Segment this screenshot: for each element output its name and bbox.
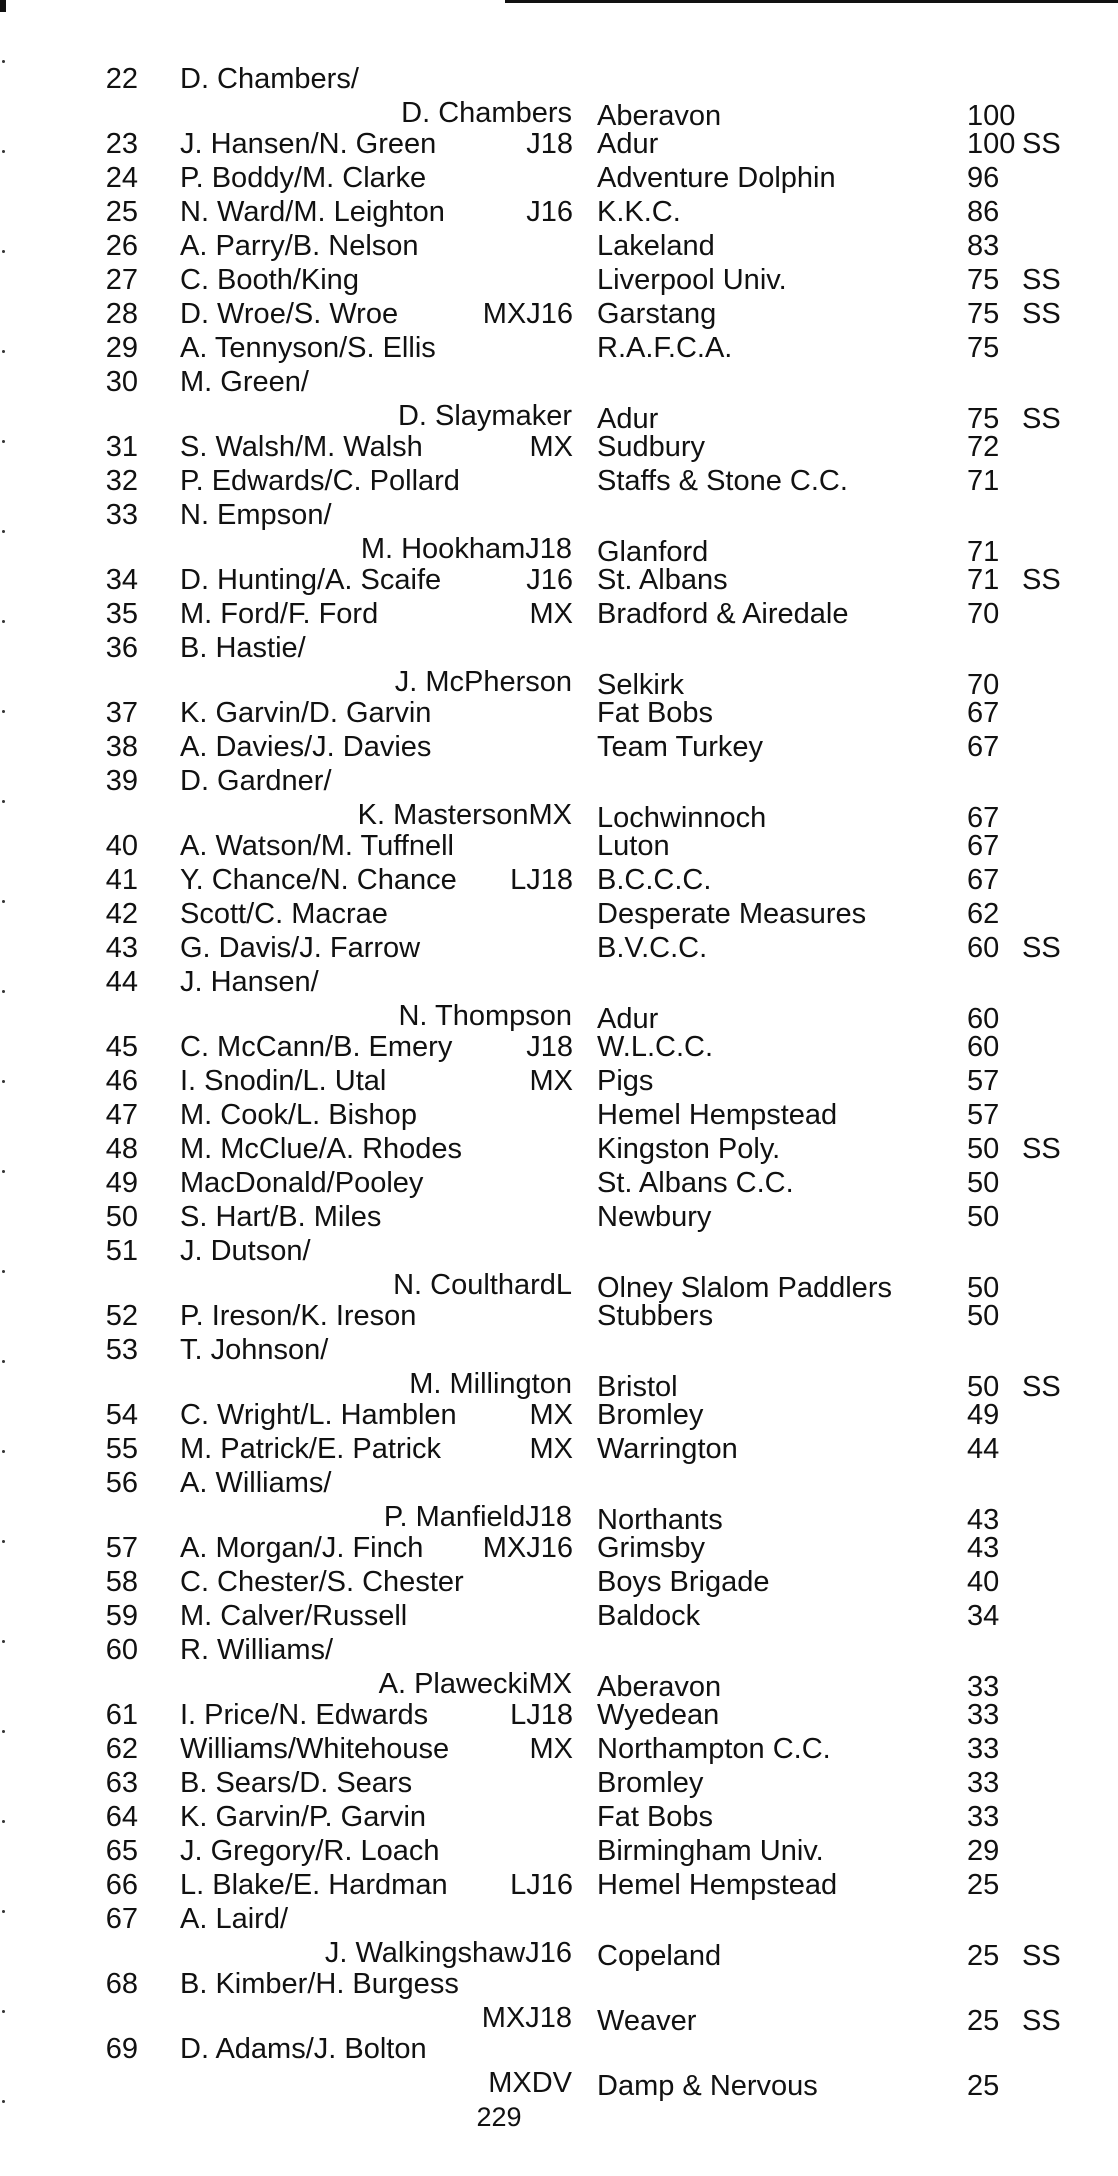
rank-number: 25	[105, 196, 138, 228]
club-name: Birmingham Univ.	[597, 1835, 824, 1867]
club-name: Fat Bobs	[597, 697, 714, 729]
club-name: Aberavon	[597, 100, 722, 132]
club-name: St. Albans C.C.	[597, 1167, 794, 1199]
ss-marker: SS	[1022, 1371, 1061, 1403]
club-name: Bradford & Airedale	[597, 598, 849, 630]
club-name: Adur	[597, 1003, 659, 1035]
crew-names: M. Calver/Russell	[180, 1600, 408, 1632]
score-value: 40	[967, 1566, 1000, 1598]
crew-names: L. Blake/E. Hardman	[180, 1869, 448, 1901]
score-value: 50	[967, 1133, 1000, 1165]
crew-names: N. Ward/M. Leighton	[180, 196, 445, 228]
crew-names-continued: J. McPherson	[394, 666, 572, 698]
score-value: 25	[967, 1869, 1000, 1901]
score-value: 75	[967, 403, 1000, 435]
result-row	[0, 2032, 1118, 2066]
rank-number: 50	[105, 1201, 138, 1233]
result-row	[0, 965, 1118, 999]
result-row	[0, 597, 1118, 631]
ss-marker: SS	[1022, 932, 1061, 964]
result-row	[0, 1166, 1118, 1200]
ss-marker: SS	[1022, 298, 1061, 330]
result-row	[0, 365, 1118, 399]
ss-marker: SS	[1022, 1940, 1061, 1972]
rank-number: 28	[105, 298, 138, 330]
rank-number: 56	[105, 1467, 138, 1499]
rank-number: 54	[105, 1399, 138, 1431]
club-name: Wyedean	[597, 1699, 720, 1731]
score-value: 67	[967, 697, 1000, 729]
rank-number: 23	[105, 128, 138, 160]
result-row	[0, 1531, 1118, 1565]
ss-marker: SS	[1022, 128, 1061, 160]
crew-names: D. Hunting/A. Scaife	[180, 564, 442, 596]
score-value: 60	[967, 1031, 1000, 1063]
club-name: Staffs & Stone C.C.	[597, 465, 848, 497]
score-value: 50	[967, 1371, 1000, 1403]
crew-names: B. Hastie/	[180, 632, 306, 664]
club-name: Grimsby	[597, 1532, 705, 1564]
crew-names: K. Garvin/D. Garvin	[180, 697, 432, 729]
crew-names: D. Wroe/S. Wroe	[180, 298, 399, 330]
score-value: 50	[967, 1272, 1000, 1304]
result-row-continuation	[0, 1500, 1118, 1536]
rank-number: 45	[105, 1031, 138, 1063]
crew-names: S. Walsh/M. Walsh	[180, 431, 423, 463]
crew-names: C. Wright/L. Hamblen	[180, 1399, 457, 1431]
rank-number: 55	[105, 1433, 138, 1465]
crew-names: B. Sears/D. Sears	[180, 1767, 413, 1799]
score-value: 44	[967, 1433, 1000, 1465]
crew-class: MX	[529, 1065, 573, 1097]
rank-number: 53	[105, 1334, 138, 1366]
rank-number: 24	[105, 162, 138, 194]
club-name: Hemel Hempstead	[597, 1869, 838, 1901]
crew-names: R. Williams/	[180, 1634, 334, 1666]
club-name: Stubbers	[597, 1300, 714, 1332]
score-value: 75	[967, 264, 1000, 296]
result-row	[0, 195, 1118, 229]
result-row-continuation	[0, 1268, 1118, 1304]
club-name: Adur	[597, 403, 659, 435]
crew-names-continued: P. ManfieldJ18	[383, 1501, 572, 1533]
crew-names: A. Laird/	[180, 1903, 288, 1935]
results-list	[0, 62, 1118, 2102]
result-row	[0, 1200, 1118, 1234]
crew-names: D. Chambers/	[180, 63, 359, 95]
ss-marker: SS	[1022, 264, 1061, 296]
result-row	[0, 1698, 1118, 1732]
crew-class: LJ16	[510, 1869, 573, 1901]
crew-names: A. Williams/	[180, 1467, 332, 1499]
result-row	[0, 730, 1118, 764]
crew-class: J16	[526, 196, 573, 228]
rank-number: 30	[105, 366, 138, 398]
result-row-continuation	[0, 96, 1118, 132]
club-name: R.A.F.C.A.	[597, 332, 733, 364]
result-row	[0, 1398, 1118, 1432]
crew-names: D. Gardner/	[180, 765, 332, 797]
result-row	[0, 1834, 1118, 1868]
result-row	[0, 1868, 1118, 1902]
crew-names: A. Davies/J. Davies	[180, 731, 432, 763]
crew-names-continued: K. MastersonMX	[357, 799, 572, 831]
club-name: K.K.C.	[597, 196, 681, 228]
rank-number: 62	[105, 1733, 138, 1765]
rank-number: 43	[105, 932, 138, 964]
result-row	[0, 1333, 1118, 1367]
top-rule	[505, 0, 1118, 3]
result-row	[0, 1732, 1118, 1766]
crew-names: C. McCann/B. Emery	[180, 1031, 453, 1063]
crew-names-continued: M. HookhamJ18	[360, 533, 572, 565]
club-name: Desperate Measures	[597, 898, 867, 930]
score-value: 50	[967, 1167, 1000, 1199]
crew-names: MacDonald/Pooley	[180, 1167, 424, 1199]
crew-names-continued: M. Millington	[409, 1368, 572, 1400]
result-row	[0, 1132, 1118, 1166]
club-name: Team Turkey	[597, 731, 763, 763]
score-value: 75	[967, 298, 1000, 330]
score-value: 75	[967, 332, 1000, 364]
crew-names: Scott/C. Macrae	[180, 898, 388, 930]
rank-number: 63	[105, 1767, 138, 1799]
crew-class: LJ18	[510, 864, 573, 896]
result-row	[0, 1466, 1118, 1500]
rank-number: 46	[105, 1065, 138, 1097]
crew-names: A. Tennyson/S. Ellis	[180, 332, 436, 364]
rank-number: 41	[105, 864, 138, 896]
rank-number: 64	[105, 1801, 138, 1833]
score-value: 100	[967, 128, 1016, 160]
rank-number: 37	[105, 697, 138, 729]
crew-class: J16	[526, 564, 573, 596]
score-value: 96	[967, 162, 1000, 194]
club-name: Boys Brigade	[597, 1566, 770, 1598]
club-name: Bromley	[597, 1767, 704, 1799]
score-value: 50	[967, 1201, 1000, 1233]
score-value: 67	[967, 731, 1000, 763]
crew-names-continued: D. Chambers	[401, 97, 572, 129]
score-value: 67	[967, 802, 1000, 834]
corner-mark	[0, 0, 6, 12]
crew-names-continued: J. WalkingshawJ16	[324, 1937, 572, 1969]
club-name: Northants	[597, 1504, 723, 1536]
score-value: 33	[967, 1767, 1000, 1799]
result-row	[0, 1030, 1118, 1064]
result-row	[0, 1234, 1118, 1268]
crew-class: MXJ16	[482, 1532, 573, 1564]
club-name: Fat Bobs	[597, 1801, 714, 1833]
crew-names: M. McClue/A. Rhodes	[180, 1133, 463, 1165]
score-value: 71	[967, 536, 1000, 568]
result-row	[0, 263, 1118, 297]
result-row	[0, 1098, 1118, 1132]
rank-number: 36	[105, 632, 138, 664]
ss-marker: SS	[1022, 564, 1061, 596]
crew-names: P. Boddy/M. Clarke	[180, 162, 427, 194]
crew-names: A. Parry/B. Nelson	[180, 230, 419, 262]
score-value: 33	[967, 1801, 1000, 1833]
rank-number: 42	[105, 898, 138, 930]
crew-names-continued: N. Thompson	[398, 1000, 572, 1032]
club-name: Selkirk	[597, 669, 685, 701]
score-value: 33	[967, 1671, 1000, 1703]
result-row	[0, 1565, 1118, 1599]
crew-names: M. Cook/L. Bishop	[180, 1099, 417, 1131]
score-value: 34	[967, 1600, 1000, 1632]
rank-number: 22	[105, 63, 138, 95]
club-name: Newbury	[597, 1201, 712, 1233]
crew-class: J18	[526, 128, 573, 160]
result-row	[0, 696, 1118, 730]
crew-class: MX	[529, 1733, 573, 1765]
score-value: 67	[967, 864, 1000, 896]
crew-class: LJ18	[510, 1699, 573, 1731]
score-value: 43	[967, 1504, 1000, 1536]
result-row	[0, 1967, 1118, 2001]
crew-class: MX	[529, 431, 573, 463]
rank-number: 39	[105, 765, 138, 797]
crew-names: I. Price/N. Edwards	[180, 1699, 429, 1731]
rank-number: 67	[105, 1903, 138, 1935]
score-value: 100	[967, 100, 1016, 132]
result-row-continuation	[0, 1936, 1118, 1972]
score-value: 25	[967, 2070, 1000, 2102]
result-row	[0, 1800, 1118, 1834]
result-row	[0, 829, 1118, 863]
result-row	[0, 464, 1118, 498]
rank-number: 32	[105, 465, 138, 497]
result-row-continuation	[0, 665, 1118, 701]
crew-names: G. Davis/J. Farrow	[180, 932, 421, 964]
rank-number: 57	[105, 1532, 138, 1564]
crew-class: J18	[526, 1031, 573, 1063]
crew-names: J. Hansen/N. Green	[180, 128, 437, 160]
crew-names-continued: N. CoulthardL	[393, 1269, 572, 1301]
result-row-continuation	[0, 2066, 1118, 2102]
result-row	[0, 1064, 1118, 1098]
crew-names: S. Hart/B. Miles	[180, 1201, 382, 1233]
club-name: Northampton C.C.	[597, 1733, 831, 1765]
crew-names: N. Empson/	[180, 499, 332, 531]
ss-marker: SS	[1022, 2005, 1061, 2037]
rank-number: 44	[105, 966, 138, 998]
result-row	[0, 931, 1118, 965]
rank-number: 34	[105, 564, 138, 596]
result-row	[0, 331, 1118, 365]
result-row	[0, 229, 1118, 263]
crew-names: C. Booth/King	[180, 264, 359, 296]
crew-names: J. Gregory/R. Loach	[180, 1835, 440, 1867]
score-value: 33	[967, 1733, 1000, 1765]
rank-number: 58	[105, 1566, 138, 1598]
crew-names: M. Patrick/E. Patrick	[180, 1433, 442, 1465]
crew-class: MX	[529, 1433, 573, 1465]
rank-number: 59	[105, 1600, 138, 1632]
crew-names: K. Garvin/P. Garvin	[180, 1801, 427, 1833]
score-value: 57	[967, 1099, 1000, 1131]
score-value: 33	[967, 1699, 1000, 1731]
result-row	[0, 297, 1118, 331]
result-row-continuation	[0, 1367, 1118, 1403]
crew-names: Williams/Whitehouse	[180, 1733, 450, 1765]
club-name: Bromley	[597, 1399, 704, 1431]
crew-class: MX	[529, 598, 573, 630]
rank-number: 48	[105, 1133, 138, 1165]
result-row	[0, 1299, 1118, 1333]
club-name: Bristol	[597, 1371, 678, 1403]
result-row	[0, 1766, 1118, 1800]
rank-number: 26	[105, 230, 138, 262]
club-name: Liverpool Univ.	[597, 264, 787, 296]
rank-number: 49	[105, 1167, 138, 1199]
result-row-continuation	[0, 2001, 1118, 2037]
result-row-continuation	[0, 999, 1118, 1035]
score-value: 83	[967, 230, 1000, 262]
result-row-continuation	[0, 399, 1118, 435]
club-name: Kingston Poly.	[597, 1133, 781, 1165]
score-value: 67	[967, 830, 1000, 862]
result-row	[0, 127, 1118, 161]
score-value: 70	[967, 669, 1000, 701]
result-row	[0, 563, 1118, 597]
crew-names-continued: D. Slaymaker	[397, 400, 572, 432]
result-row	[0, 1902, 1118, 1936]
crew-names: J. Dutson/	[180, 1235, 311, 1267]
club-name: Adventure Dolphin	[597, 162, 836, 194]
score-value: 60	[967, 932, 1000, 964]
club-name: St. Albans	[597, 564, 728, 596]
club-name: Luton	[597, 830, 670, 862]
score-value: 62	[967, 898, 1000, 930]
rank-number: 61	[105, 1699, 138, 1731]
result-row	[0, 764, 1118, 798]
score-value: 70	[967, 598, 1000, 630]
score-value: 72	[967, 431, 1000, 463]
crew-names: P. Edwards/C. Pollard	[180, 465, 460, 497]
crew-names: P. Ireson/K. Ireson	[180, 1300, 417, 1332]
rank-number: 66	[105, 1869, 138, 1901]
crew-names: I. Snodin/L. Utal	[180, 1065, 387, 1097]
page-number: 229	[476, 2102, 522, 2132]
result-row	[0, 897, 1118, 931]
rank-number: 35	[105, 598, 138, 630]
result-row	[0, 430, 1118, 464]
score-value: 50	[967, 1300, 1000, 1332]
result-row	[0, 1432, 1118, 1466]
club-name: Lakeland	[597, 230, 715, 262]
score-value: 71	[967, 564, 1000, 596]
crew-class: MXJ16	[482, 298, 573, 330]
rank-number: 65	[105, 1835, 138, 1867]
crew-names: M. Green/	[180, 366, 309, 398]
rank-number: 38	[105, 731, 138, 763]
club-name: Damp & Nervous	[597, 2070, 818, 2102]
crew-names: Y. Chance/N. Chance	[180, 864, 457, 896]
club-name: Pigs	[597, 1065, 654, 1097]
club-name: Aberavon	[597, 1671, 722, 1703]
crew-names: B. Kimber/H. Burgess	[180, 1968, 459, 2000]
crew-names-continued: MXJ18	[481, 2002, 572, 2034]
club-name: Adur	[597, 128, 659, 160]
score-value: 29	[967, 1835, 1000, 1867]
score-value: 25	[967, 2005, 1000, 2037]
result-row-continuation	[0, 532, 1118, 568]
club-name: Garstang	[597, 298, 717, 330]
rank-number: 47	[105, 1099, 138, 1131]
rank-number: 27	[105, 264, 138, 296]
result-row	[0, 498, 1118, 532]
crew-names-continued: MXDV	[488, 2067, 572, 2099]
crew-names-continued: A. PlaweckiMX	[378, 1668, 572, 1700]
rank-number: 69	[105, 2033, 138, 2065]
club-name: Sudbury	[597, 431, 706, 463]
club-name: W.L.C.C.	[597, 1031, 714, 1063]
result-row-continuation	[0, 798, 1118, 834]
result-row	[0, 62, 1118, 96]
crew-names: A. Watson/M. Tuffnell	[180, 830, 454, 862]
result-row	[0, 1599, 1118, 1633]
score-value: 57	[967, 1065, 1000, 1097]
club-name: Baldock	[597, 1600, 701, 1632]
result-row	[0, 161, 1118, 195]
club-name: B.C.C.C.	[597, 864, 712, 896]
result-row-continuation	[0, 1667, 1118, 1703]
rank-number: 60	[105, 1634, 138, 1666]
crew-class: MX	[529, 1399, 573, 1431]
score-value: 43	[967, 1532, 1000, 1564]
rank-number: 31	[105, 431, 138, 463]
score-value: 49	[967, 1399, 1000, 1431]
rank-number: 52	[105, 1300, 138, 1332]
score-value: 25	[967, 1940, 1000, 1972]
club-name: B.V.C.C.	[597, 932, 708, 964]
rank-number: 51	[105, 1235, 138, 1267]
crew-names: A. Morgan/J. Finch	[180, 1532, 424, 1564]
crew-names: J. Hansen/	[180, 966, 319, 998]
crew-names: D. Adams/J. Bolton	[180, 2033, 427, 2065]
club-name: Lochwinnoch	[597, 802, 767, 834]
rank-number: 68	[105, 1968, 138, 2000]
ss-marker: SS	[1022, 403, 1061, 435]
rank-number: 40	[105, 830, 138, 862]
club-name: Warrington	[597, 1433, 738, 1465]
crew-names: M. Ford/F. Ford	[180, 598, 379, 630]
club-name: Olney Slalom Paddlers	[597, 1272, 892, 1304]
club-name: Glanford	[597, 536, 709, 568]
result-row	[0, 863, 1118, 897]
rank-number: 33	[105, 499, 138, 531]
score-value: 71	[967, 465, 1000, 497]
score-value: 86	[967, 196, 1000, 228]
rank-number: 29	[105, 332, 138, 364]
club-name: Weaver	[597, 2005, 697, 2037]
score-value: 60	[967, 1003, 1000, 1035]
result-row	[0, 631, 1118, 665]
ss-marker: SS	[1022, 1133, 1061, 1165]
club-name: Copeland	[597, 1940, 722, 1972]
crew-names: T. Johnson/	[180, 1334, 329, 1366]
club-name: Hemel Hempstead	[597, 1099, 838, 1131]
crew-names: C. Chester/S. Chester	[180, 1566, 464, 1598]
result-row	[0, 1633, 1118, 1667]
